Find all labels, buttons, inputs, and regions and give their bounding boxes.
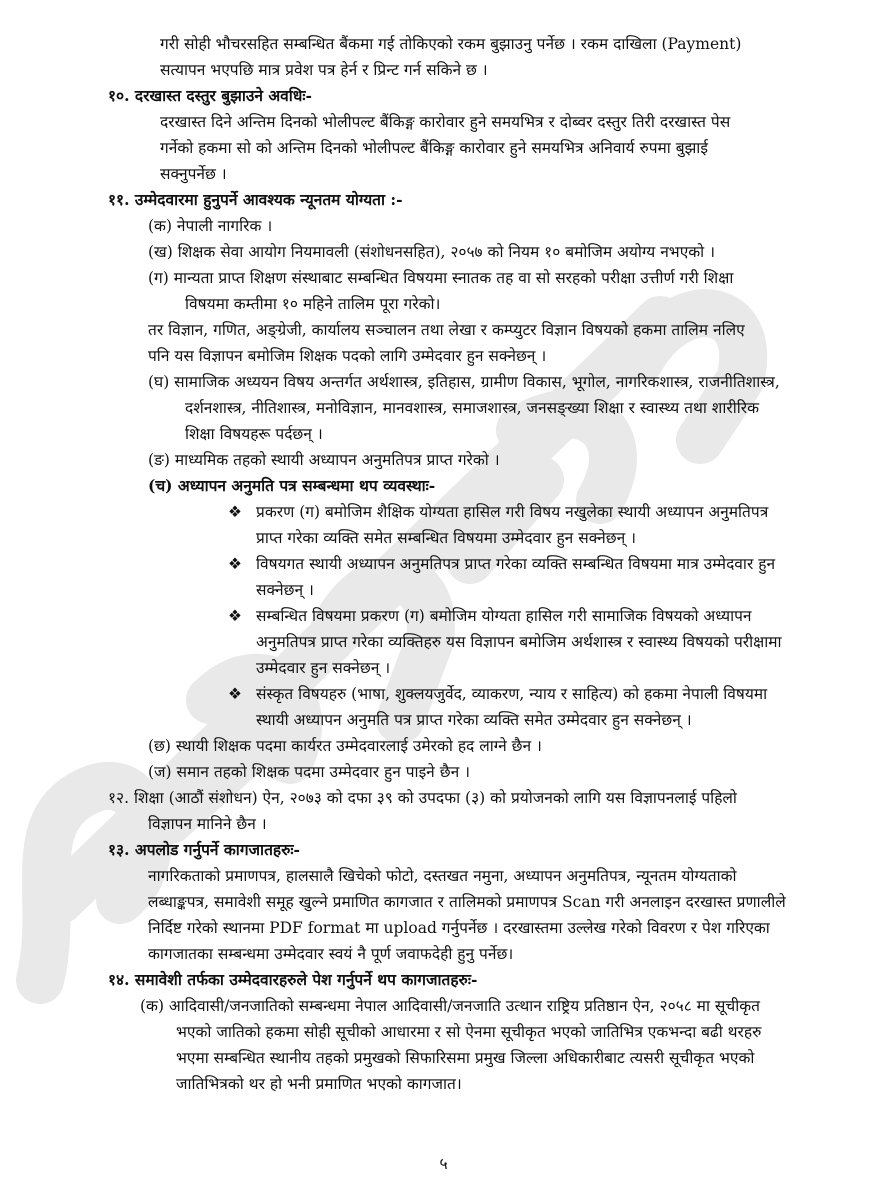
page-number: ५ (439, 1154, 448, 1173)
section-11-item-kha: (ख) शिक्षक सेवा आयोग नियमावली (संशोधनसहित), २०५७ को नियम १० बमोजिम अयोग्य नभएको । (148, 243, 715, 261)
section-11-item-ka: (क) नेपाली नागरिक । (148, 217, 273, 235)
section-10-line: सक्नुपर्नेछ । (160, 165, 227, 183)
section-13-line: निर्दिष्ट गरेको स्थानमा PDF format मा upload गर्नुपर्नेछ । दरखास्तमा उल्लेख गरेको विवरण र पेश गरिएका (148, 919, 770, 937)
bullet-icon: ❖ (228, 555, 242, 573)
section-10-line: गर्नेको हकमा सो को अन्तिम दिनको भोलीपल्ट बैंकिङ्ग कारोवार हुने समयभित्र अनिवार्य रुपमा बुझाई (160, 139, 708, 157)
bullet-item-text: विषयगत स्थायी अध्यापन अनुमतिपत्र प्राप्त गरेका व्यक्ति सम्बन्धित विषयमा मात्र उम्मेदवार हुन (256, 555, 776, 573)
section-14-line: भएमा सम्बन्धित स्थानीय तहको प्रमुखको सिफारिसमा प्रमुख जिल्ला अधिकारीबाट त्यसरी सूचीकृत भएको (176, 1049, 755, 1067)
section-11-item-gha-cont: दर्शनशास्त्र, नीतिशास्त्र, मनोविज्ञान, मानवशास्त्र, समाजशास्त्र, जनसङ्ख्या शिक्षा र स्वास्थ्य तथा शारीरिक (185, 399, 759, 417)
section-11-item-gha: (घ) सामाजिक अध्ययन विषय अन्तर्गत अर्थशास्त्र, इतिहास, ग्रामीण विकास, भूगोल, नागरिकशास्त्र, राजनीतिशास्त्र, (148, 373, 780, 391)
bullet-item-text: सम्बन्धित विषयमा प्रकरण (ग) बमोजिम योग्यता हासिल गरी सामाजिक विषयको अध्यापन (256, 607, 752, 625)
section-11-note: पनि यस विज्ञापन बमोजिम शिक्षक पदको लागि उम्मेदवार हुन सक्नेछन् । (148, 347, 547, 365)
bullet-item-text: सक्नेछन् । (256, 581, 314, 599)
bullet-item-text: प्रकरण (ग) बमोजिम शैक्षिक योग्यता हासिल गरी विषय नखुलेका स्थायी अध्यापन अनुमतिपत्र (256, 503, 769, 521)
section-14-item-ka: (क) आदिवासी/जनजातिको सम्बन्धमा नेपाल आदिवासी/जनजाति उत्थान राष्ट्रिय प्रतिष्ठान ऐन, २०५८ मा सूचीकृत (140, 997, 760, 1015)
section-11-item-chha: (छ) स्थायी शिक्षक पदमा कार्यरत उम्मेदवारलाई उमेरको हद लाग्ने छैन । (148, 737, 542, 755)
bullet-item-text: स्थायी अध्यापन अनुमति पत्र प्राप्त गरेका व्यक्ति समेत उम्मेदवार हुन सक्नेछन् । (256, 711, 692, 729)
section-12-line: १२. शिक्षा (आठौं संशोधन) ऐन, २०७३ को दफा ३९ को उपदफा (३) को प्रयोजनको लागि यस विज्ञापनलाई पहिलो (108, 789, 737, 807)
bullet-item-text: उम्मेदवार हुन सक्नेछन् । (256, 659, 391, 677)
section-13-line: लब्धाङ्कपत्र, समावेशी समूह खुल्ने प्रमाणित कागजात र तालिमको प्रमाणपत्र Scan गरी अनलाइन दरखास्त प्रणालीले (148, 893, 786, 911)
section-11-item-ga: (ग) मान्यता प्राप्त शिक्षण संस्थाबाट सम्बन्धित विषयमा स्नातक तह वा सो सरहको परीक्षा उत्तीर्ण गरी शिक्षा (148, 269, 734, 287)
section-11-item-cha: (च) अध्यापन अनुमति पत्र सम्बन्धमा थप व्यवस्थाः- (148, 476, 436, 495)
section-13-line: नागरिकताको प्रमाणपत्र, हालसालै खिचेको फोटो, दस्तखत नमुना, अध्यापन अनुमतिपत्र, न्यूनतम योग्यताको (148, 867, 737, 885)
intro-line-2: सत्यापन भएपछि मात्र प्रवेश पत्र हेर्न र प्रिन्ट गर्न सकिने छ । (160, 61, 488, 79)
section-11-note: तर विज्ञान, गणित, अङ्ग्रेजी, कार्यालय सञ्चालन तथा लेखा र कम्प्युटर विज्ञान विषयको हकमा तालिम नलिए (148, 321, 745, 339)
section-11-heading: ११. उम्मेदवारमा हुनुपर्ने आवश्यक न्यूनतम योग्यता :- (108, 190, 403, 209)
bullet-icon: ❖ (228, 607, 242, 625)
bullet-item-text: प्राप्त गरेका व्यक्ति समेत सम्बन्धित विषयमा उम्मेदवार हुन सक्नेछन् । (256, 529, 637, 547)
section-10-line: दरखास्त दिने अन्तिम दिनको भोलीपल्ट बैंकिङ्ग कारोवार हुने समयभित्र र दोब्वर दस्तुर तिरी दरखास्त पेस (160, 113, 731, 131)
bullet-item-text: संस्कृत विषयहरु (भाषा, शुक्लयजुर्वेद, व्याकरण, न्याय र साहित्य) को हकमा नेपाली विषयमा (256, 685, 768, 703)
section-13-heading: १३. अपलोड गर्नुपर्ने कागजातहरुः- (108, 840, 300, 859)
intro-line-1: गरी सोही भौचरसहित सम्बन्धित बैंकमा गई तोकिएको रकम बुझाउनु पर्नेछ । रकम दाखिला (Payment) (160, 35, 742, 53)
section-14-line: जातिभित्रको थर हो भनी प्रमाणित भएको कागजात। (176, 1075, 462, 1093)
bullet-item-text: अनुमतिपत्र प्राप्त गरेका व्यक्तिहरु यस विज्ञापन बमोजिम अर्थशास्त्र र स्वास्थ्य विषयको परीक्षामा (256, 633, 782, 651)
section-12-line: विज्ञापन मानिने छैन । (148, 815, 267, 833)
section-14-line: भएको जातिको हकमा सोही सूचीको आधारमा र सो ऐनमा सूचीकृत भएको जातिभित्र एकभन्दा बढी थरहरु (176, 1023, 762, 1041)
section-11-item-ja: (ज) समान तहको शिक्षक पदमा उम्मेदवार हुन पाइने छैन । (148, 763, 470, 781)
section-11-item-nga: (ङ) माध्यमिक तहको स्थायी अध्यापन अनुमतिपत्र प्राप्त गरेको । (148, 451, 500, 469)
section-14-heading: १४. समावेशी तर्फका उम्मेदवारहरुले पेश गर्नुपर्ने थप कागजातहरुः- (108, 970, 478, 989)
bullet-icon: ❖ (228, 503, 242, 521)
section-11-item-gha-cont: शिक्षा विषयहरू पर्दछन् । (185, 425, 323, 443)
section-13-line: कागजातका सम्बन्धमा उम्मेदवार स्वयं नै पूर्ण जवाफदेही हुनु पर्नेछ। (148, 945, 514, 963)
section-11-item-ga-cont: विषयमा कम्तीमा १० महिने तालिम पूरा गरेको। (185, 295, 441, 313)
section-10-heading: १०. दरखास्त दस्तुर बुझाउने अवधिः- (108, 86, 312, 105)
bullet-icon: ❖ (228, 685, 242, 703)
